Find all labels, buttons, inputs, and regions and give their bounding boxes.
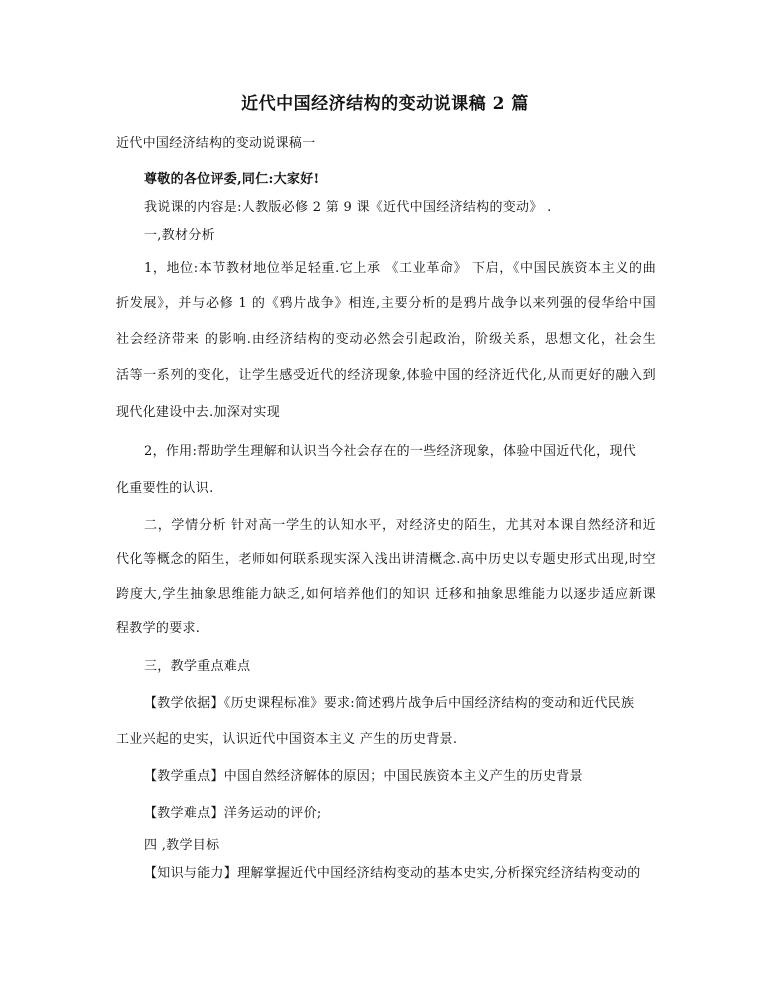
paragraph-line: 【教学依据】《历史课程标准》要求:简述鸦片战争后中国经济结构的变动和近代民族: [144, 696, 635, 711]
section-heading: 一,教材分析: [144, 228, 215, 243]
section-heading: 三，教学重点难点: [144, 659, 251, 674]
section-subtitle: 近代中国经济结构的变动说课稿一: [116, 136, 316, 151]
document-title: 近代中国经济结构的变动说课稿 2 篇: [241, 94, 529, 114]
paragraph-line: 【教学难点】洋务运动的评价;: [144, 806, 322, 821]
paragraph-line: 二，学情分析 针对高一学生的认知水平，对经济史的陌生，尤其对本课自然经济和近: [144, 518, 656, 533]
paragraph-line: 活等一系列的变化，让学生感受近代的经济现象,体验中国的经济近代化,从而更好的融入到: [116, 368, 656, 383]
paragraph-line: 代化等概念的陌生，老师如何联系现实深入浅出讲清概念.高中历史以专题史形式出现,时空: [116, 552, 656, 567]
paragraph-line: 工业兴起的史实，认识近代中国资本主义 产生的历史背景.: [116, 732, 458, 747]
paragraph-line: 跨度大,学生抽象思维能力缺乏,如何培养他们的知识 迁移和抽象思维能力以逐步适应新课: [116, 587, 656, 602]
paragraph-line: 1，地位:本节教材地位举足轻重.它上承 《工业革命》 下启，《中国民族资本主义的曲: [144, 261, 656, 276]
paragraph-line: 我说课的内容是:人教版必修 2 第 9 课《近代中国经济结构的变动》 .: [144, 200, 552, 215]
paragraph-line: 【教学重点】中国自然经济解体的原因；中国民族资本主义产生的历史背景: [144, 769, 583, 784]
paragraph-line: 2，作用:帮助学生理解和认识当今社会存在的一些经济现象，体验中国近代化，现代: [144, 444, 637, 459]
paragraph-line: 现代化建设中去.加深对实现: [116, 405, 281, 420]
paragraph-line: 化重要性的认识.: [116, 481, 214, 496]
section-heading: 四 ,教学目标: [144, 838, 220, 853]
paragraph-line: 社会经济带来 的影响.由经济结构的变动必然会引起政治，阶级关系，思想文化，社会生: [116, 332, 656, 347]
greeting-line: 尊敬的各位评委,同仁:大家好!: [144, 172, 320, 187]
paragraph-line: 程教学的要求.: [116, 621, 201, 636]
paragraph-line: 【知识与能力】理解掌握近代中国经济结构变动的基本史实,分析探究经济结构变动的: [144, 866, 641, 881]
paragraph-line: 折发展》，并与必修 1 的《鸦片战争》相连,主要分析的是鸦片战争以来列强的侵华给中国: [116, 296, 656, 311]
